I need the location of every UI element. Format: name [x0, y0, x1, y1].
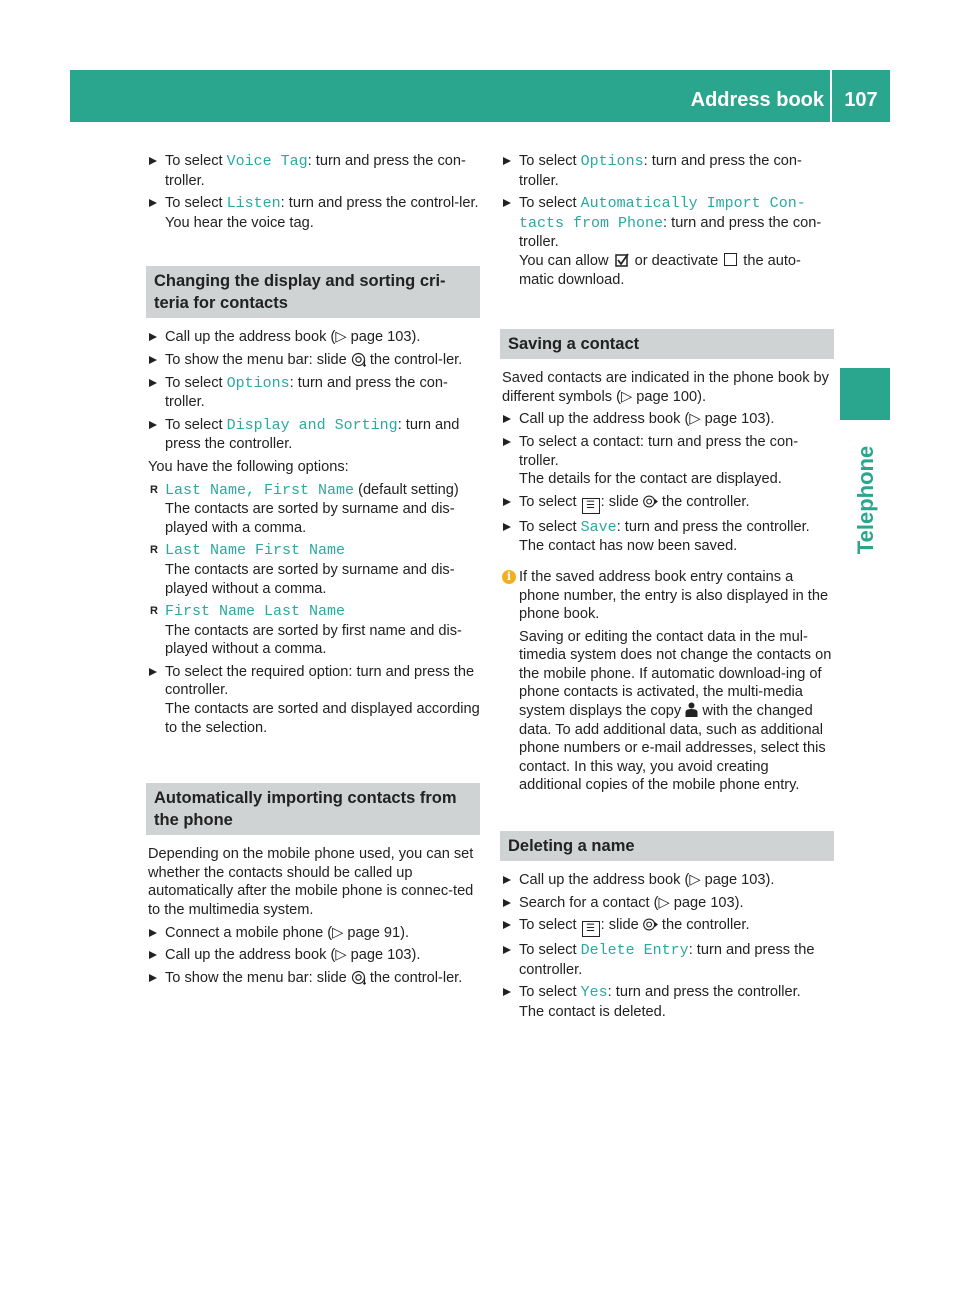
- menu-item-listen: Listen: [226, 195, 281, 213]
- step: Call up the address book (▷ page 103).: [502, 410, 834, 429]
- step: Connect a mobile phone (▷ page 91).: [148, 924, 480, 943]
- step: To select Voice Tag: turn and press the con-troller.: [148, 152, 480, 190]
- step: To select ☰ : slide the controller.: [502, 916, 834, 937]
- step: To select a contact: turn and press the con-troller. The details for the contact are displayed.: [502, 433, 834, 489]
- step: Call up the address book (▷ page 103).: [148, 328, 480, 347]
- option-last-first: Last Name First Name: [165, 542, 346, 560]
- option-item: R First Name Last Name The contacts are sorted by first name and dis-played without a comma.: [148, 602, 480, 659]
- step: To select Delete Entry: turn and press the controller.: [502, 941, 834, 979]
- menu-item-save: Save: [580, 518, 617, 536]
- option-item: R Last Name First Name The contacts are sorted by surname and dis-played without a comma.: [148, 541, 480, 598]
- section-heading: Automatically importing contacts from the phone: [146, 783, 480, 835]
- step: To select Listen: turn and press the control-ler. You hear the voice tag.: [148, 194, 480, 232]
- step: Call up the address book (▷ page 103).: [502, 871, 834, 890]
- step: Search for a contact (▷ page 103).: [502, 894, 834, 913]
- step: To select Yes: turn and press the controller. The contact is deleted.: [502, 983, 834, 1021]
- menu-icon: ☰: [582, 498, 600, 514]
- side-tab: [838, 430, 894, 570]
- paragraph: Depending on the mobile phone used, you can set whether the contacts should be called up automatically after the mobile phone is connec-ted to the multimedia system.: [148, 846, 474, 919]
- info-note: i If the saved address book entry contains a phone number, the entry is also displayed in the phone book. Saving or editing the contact data in the mul-timedia system does not change the contacts on the mobile phone. If automatic download-ing of phone contacts is activated, the multi-media system displays the copy with the changed data. To add additional data, such as additional phone numbers or e-mail addresses, select this contact. In this way, you avoid creating additional copies of the mobile phone entry.: [502, 568, 834, 795]
- step: To show the menu bar: slide the control-ler.: [148, 351, 480, 370]
- menu-item-yes: Yes: [580, 984, 608, 1002]
- header-divider: [830, 70, 832, 122]
- step: To select Options: turn and press the con-troller.: [502, 152, 834, 190]
- page-number: 107: [844, 89, 878, 111]
- controller-icon: [351, 970, 366, 985]
- step: To select Display and Sorting: turn and press the controller.: [148, 416, 480, 454]
- side-tab-marker: [840, 368, 890, 420]
- checkbox-empty-icon: [724, 253, 737, 266]
- option-last-first-comma: Last Name, First Name: [165, 481, 355, 499]
- info-icon: i: [502, 570, 516, 584]
- section-heading: Changing the display and sorting cri-teria for contacts: [146, 266, 480, 318]
- step: To select Automatically Import Con‐tacts from Phone: turn and press the con-troller. You can allow or deactivate the auto-matic download.: [502, 194, 834, 289]
- menu-item-options: Options: [226, 374, 290, 392]
- option-first-last: First Name Last Name: [165, 603, 346, 621]
- options-intro: You have the following options:: [148, 458, 349, 475]
- option-item: R Last Name, First Name (default setting) The contacts are sorted by surname and dis-played with a comma.: [148, 481, 480, 538]
- step: To select ☰ : slide the controller.: [502, 493, 834, 514]
- menu-item-options: Options: [580, 153, 644, 170]
- menu-item-display-and-sorting: Display and Sorting: [226, 416, 398, 434]
- checkbox-checked-icon: [615, 253, 629, 267]
- step: Call up the address book (▷ page 103).: [148, 946, 480, 965]
- menu-item-voice-tag: Voice Tag: [226, 153, 308, 170]
- left-column: [148, 152, 480, 991]
- person-icon: [685, 702, 698, 717]
- controller-icon: [351, 352, 366, 367]
- section-heading: Deleting a name: [500, 831, 834, 861]
- menu-icon: ☰: [582, 921, 600, 937]
- menu-item-automatically-import: Automatically Import Con‐tacts from Phone: [519, 195, 806, 232]
- menu-item-delete-entry: Delete Entry: [580, 942, 689, 960]
- step: To select Save: turn and press the controller. The contact has now been saved.: [502, 518, 834, 556]
- right-column: [502, 152, 834, 1026]
- side-tab-label: Telephone: [853, 445, 878, 555]
- controller-icon: [643, 494, 658, 509]
- controller-icon: [643, 917, 658, 932]
- step: To show the menu bar: slide the control-ler.: [148, 969, 480, 988]
- step: To select Options: turn and press the con-troller.: [148, 374, 480, 412]
- step: To select the required option: turn and press the controller. The contacts are sorted and displayed according to the selection.: [148, 663, 480, 737]
- page-title: Address book: [690, 89, 824, 111]
- paragraph: Saved contacts are indicated in the phone book by different symbols (▷ page 100).: [502, 370, 829, 405]
- section-heading: Saving a contact: [500, 329, 834, 359]
